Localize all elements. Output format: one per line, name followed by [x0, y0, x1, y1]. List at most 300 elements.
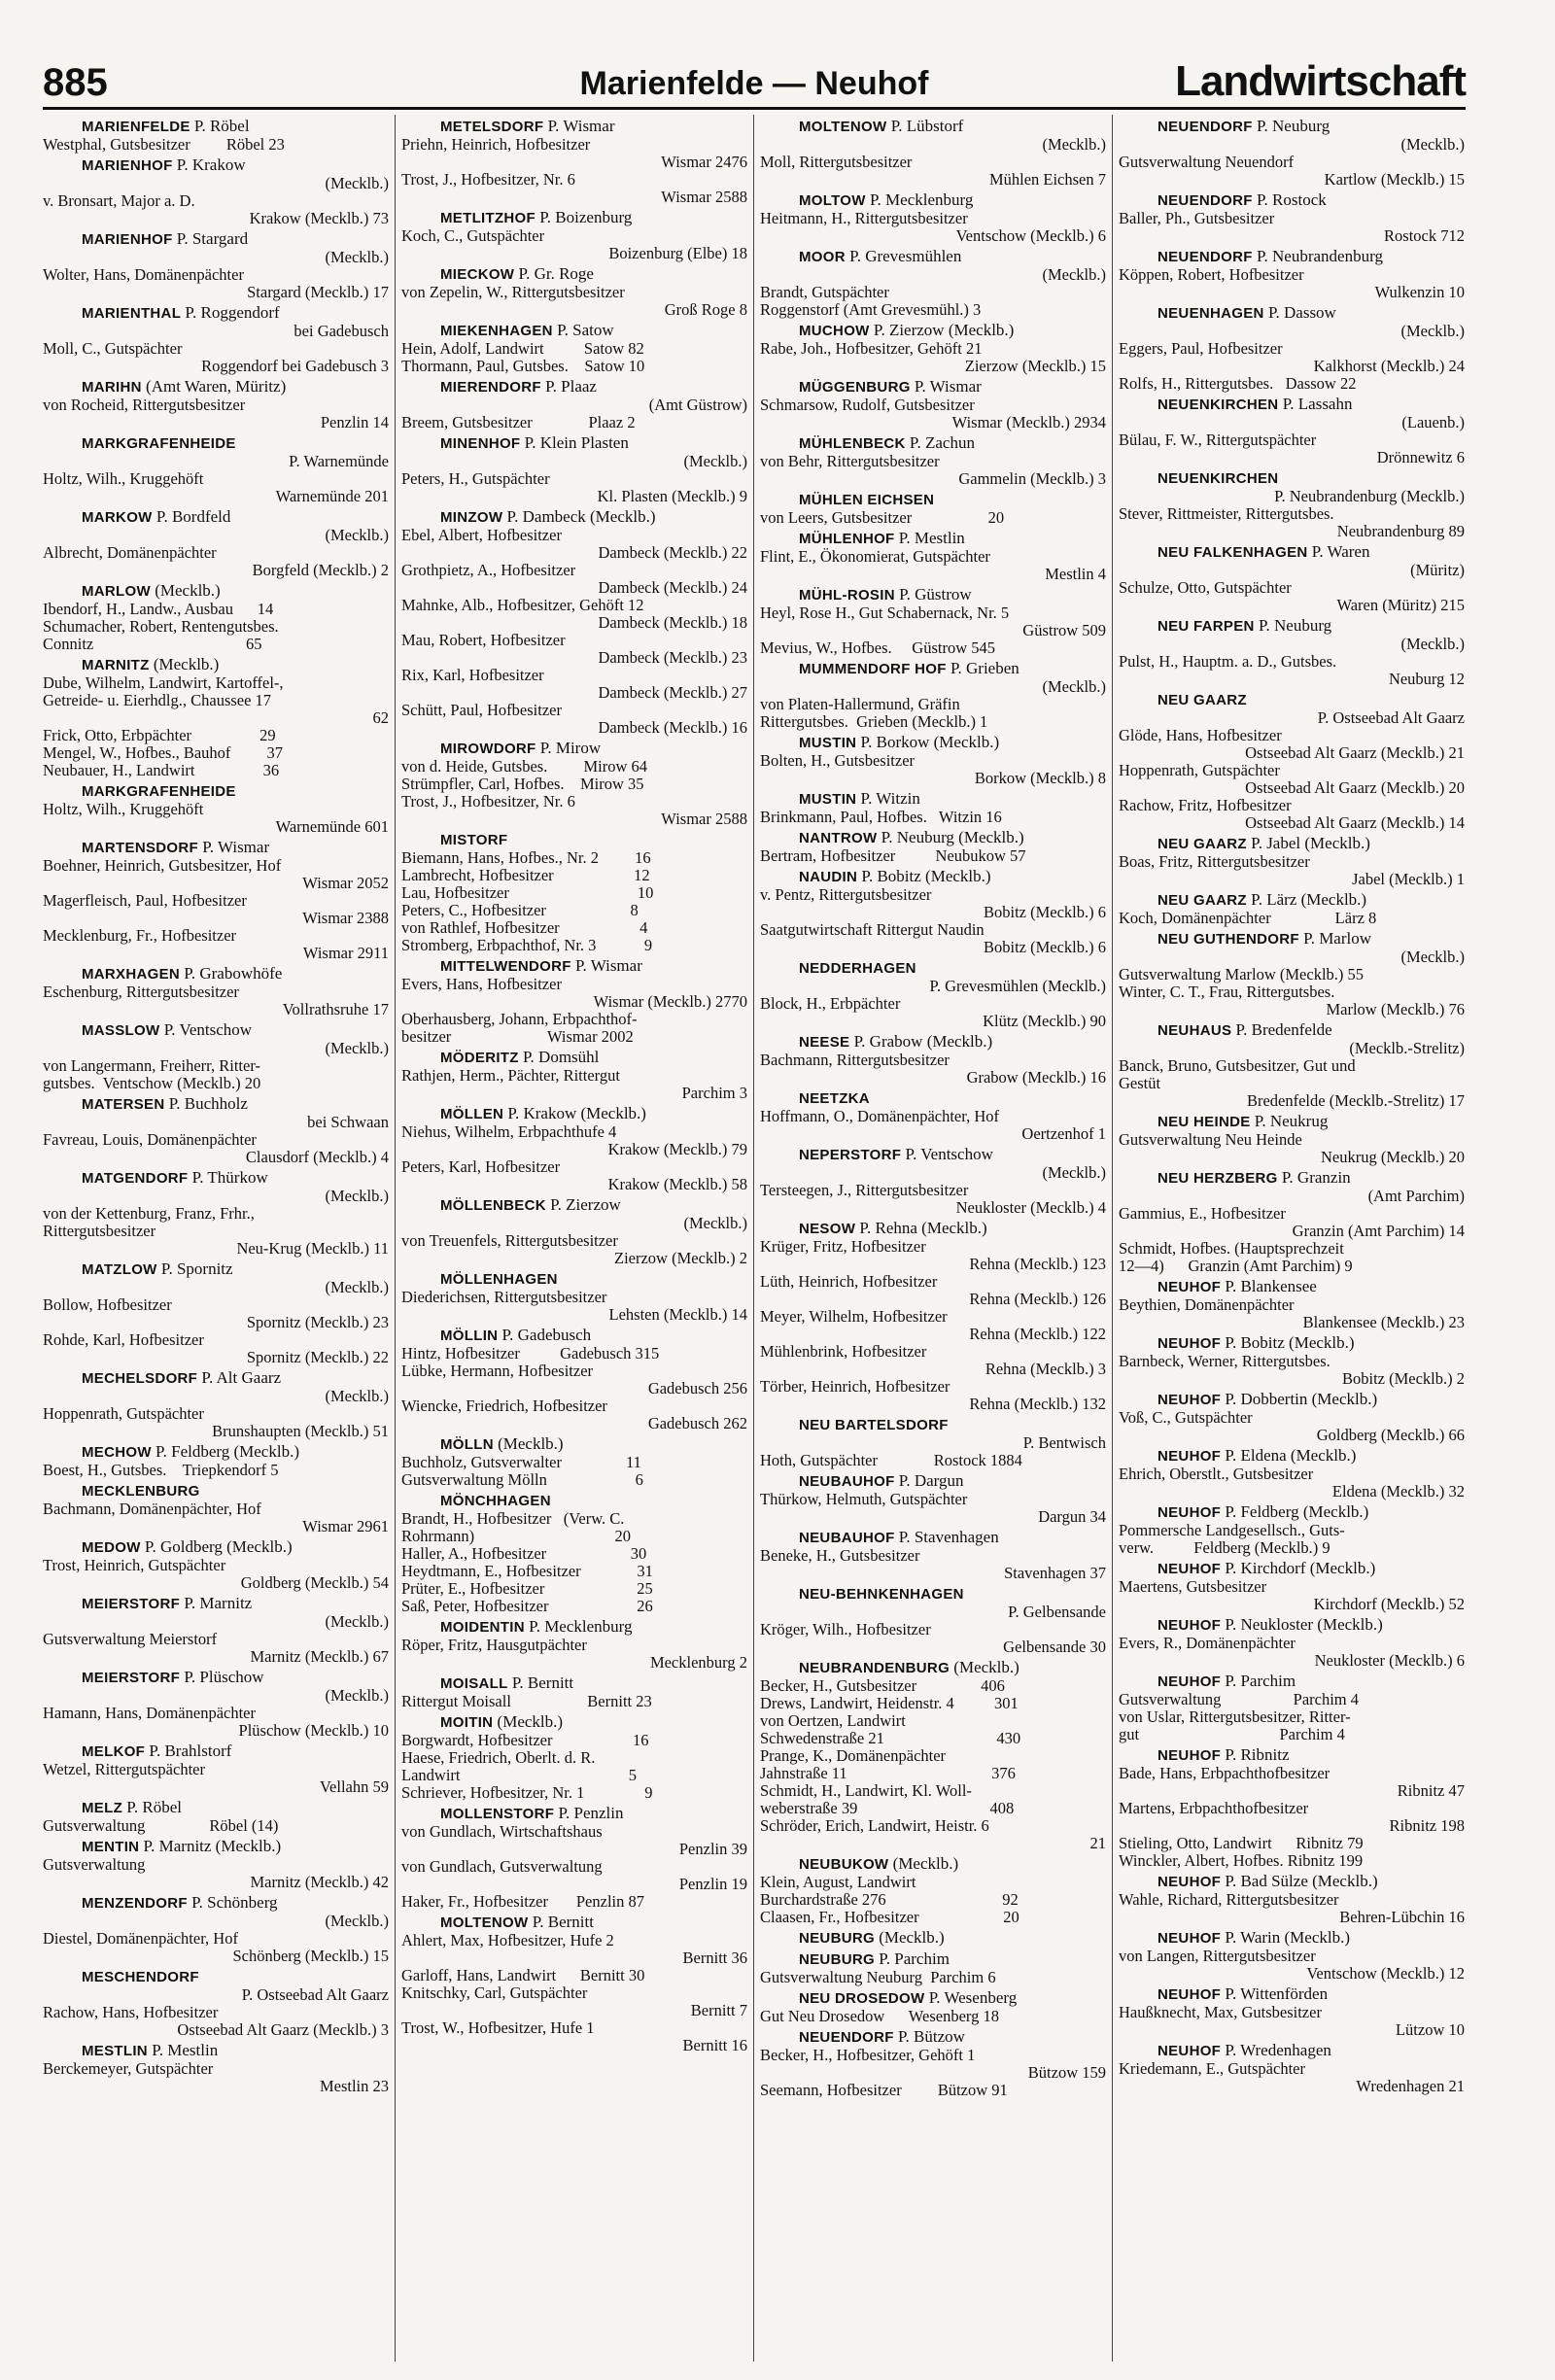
directory-entry	[1119, 304, 1465, 393]
entry-line: Gammelin (Mecklb.) 3	[958, 469, 1106, 488]
place-name: MASSLOW	[82, 1022, 160, 1039]
directory-entry	[401, 265, 747, 319]
entry-line: Krakow (Mecklb.) 79	[607, 1140, 747, 1158]
entry-line: Holtz, Wilh., Kruggehöft	[43, 800, 204, 818]
directory-entry	[1119, 469, 1465, 540]
place-name: MENZENDORF	[82, 1895, 188, 1912]
place-name: METELSDORF	[440, 119, 544, 135]
entry-line: Boas, Fritz, Rittergutsbesitzer	[1119, 852, 1310, 871]
entry-line: Hein, Adolf, Landwirt Satow 82	[401, 339, 644, 358]
place-heading	[760, 586, 1106, 604]
place-heading	[1119, 1985, 1465, 2004]
place-postal: P. Lärz (Mecklb.)	[1246, 891, 1367, 909]
entry-line: (Amt Güstrow)	[648, 396, 747, 414]
entry-line: Evers, R., Domänenpächter	[1119, 1634, 1296, 1652]
place-heading	[401, 1805, 747, 1823]
place-heading	[43, 1669, 389, 1687]
entry-line: Köppen, Robert, Hofbesitzer	[1119, 265, 1304, 284]
entry-line: Mevius, W., Hofbes. Güstrow 545	[760, 638, 995, 657]
columns	[43, 115, 1466, 2362]
directory-entry	[1119, 248, 1465, 301]
directory-entry	[43, 1169, 389, 1258]
directory-entry	[1119, 835, 1465, 888]
place-heading	[760, 1989, 1106, 2008]
entry-line: Neukloster (Mecklb.) 6	[1314, 1651, 1465, 1670]
entry-line: Bülau, F. W., Rittergutspächter	[1119, 431, 1317, 449]
place-heading	[43, 304, 389, 323]
directory-entry	[760, 586, 1106, 657]
entry-line: Boizenburg (Elbe) 18	[608, 244, 747, 262]
entry-line: Dambeck (Mecklb.) 23	[598, 648, 747, 667]
directory-entry	[401, 1049, 747, 1102]
directory-entry	[1119, 1673, 1465, 1743]
place-name: NEUHOF	[1158, 1504, 1222, 1521]
place-name: MOLTOW	[799, 192, 866, 209]
directory-entry	[401, 118, 747, 206]
entry-line: Lützow 10	[1395, 2020, 1465, 2039]
place-postal: P. Jabel (Mecklb.)	[1246, 835, 1370, 852]
place-heading	[401, 265, 747, 284]
directory-entry	[760, 1585, 1106, 1656]
place-heading	[1119, 1169, 1465, 1188]
column-rule	[753, 115, 754, 2362]
place-postal: P. Neubrandenburg	[1252, 248, 1383, 265]
entry-line: Stever, Rittmeister, Rittergutsbes.	[1119, 504, 1334, 523]
column-4	[1119, 115, 1465, 2362]
entry-line: Schütt, Paul, Hofbesitzer	[401, 701, 562, 719]
place-name: MÜHLENHOF	[799, 531, 895, 547]
place-name: MOLTENOW	[440, 1914, 529, 1931]
entry-line: Dube, Wilhelm, Landwirt, Kartoffel-,	[43, 673, 284, 692]
entry-line: von Rathlef, Hofbesitzer 4	[401, 918, 648, 937]
place-heading	[760, 1855, 1106, 1874]
column-3	[760, 115, 1106, 2362]
place-postal: P. Penzlin	[554, 1805, 624, 1822]
place-postal: P. Zierzow	[545, 1196, 621, 1214]
place-heading	[401, 1049, 747, 1067]
place-heading	[760, 1529, 1106, 1547]
place-postal: (Mecklb.)	[950, 1659, 1019, 1676]
directory-entry	[760, 1416, 1106, 1469]
entry-line: Ahlert, Max, Hofbesitzer, Hufe 2	[401, 1931, 614, 1949]
place-name: MÖLLEN	[440, 1106, 504, 1122]
place-heading	[43, 1443, 389, 1462]
entry-line: P. Gelbensande	[1008, 1603, 1106, 1621]
place-postal: P. Marnitz (Mecklb.)	[139, 1838, 282, 1855]
place-heading	[1119, 248, 1465, 266]
entry-line: Heydtmann, E., Hofbesitzer 31	[401, 1562, 653, 1580]
directory-entry	[43, 118, 389, 154]
place-name: NEU-BEHNKENHAGEN	[799, 1586, 964, 1603]
place-name: MÜHLENBECK	[799, 435, 906, 452]
entry-line: P. Neubrandenburg (Mecklb.)	[1274, 487, 1465, 505]
entry-line: P. Warnemünde	[289, 452, 389, 470]
place-name: MUMMENDORF HOF	[799, 661, 947, 677]
entry-line: Mestlin 23	[319, 2077, 389, 2095]
place-heading	[43, 1595, 389, 1613]
entry-line: Gadebusch 256	[647, 1379, 747, 1397]
directory-entry	[1119, 1447, 1465, 1500]
entry-line: Wismar 2911	[302, 944, 389, 962]
place-name: MINZOW	[440, 509, 503, 526]
place-heading	[760, 959, 1106, 978]
place-name: NEUHOF	[1158, 1673, 1222, 1690]
directory-entry	[43, 230, 389, 301]
directory-entry	[401, 1196, 747, 1267]
entry-line: Parchim 3	[681, 1084, 747, 1102]
place-name: MOLLENSTORF	[440, 1806, 555, 1822]
entry-line: Wahle, Richard, Rittergutsbesitzer	[1119, 1890, 1339, 1909]
entry-line: 62	[372, 708, 389, 727]
place-name: NEUBAUHOF	[799, 1530, 895, 1546]
entry-line: Winckler, Albert, Hofbes. Ribnitz 199	[1119, 1851, 1364, 1870]
place-name: MARKGRAFENHEIDE	[82, 783, 236, 800]
entry-line: Prange, K., Domänenpächter	[760, 1746, 947, 1765]
directory-entry	[760, 1033, 1106, 1087]
place-heading	[43, 1838, 389, 1856]
entry-line: Eschenburg, Rittergutsbesitzer	[43, 983, 239, 1001]
place-name: NEUHOF	[1158, 1930, 1222, 1947]
place-name: MATERSEN	[82, 1096, 165, 1113]
entry-line: Rachow, Hans, Hofbesitzer	[43, 2003, 219, 2021]
entry-line: Grabow (Mecklb.) 16	[966, 1068, 1106, 1087]
entry-line: Saatgutwirtschaft Rittergut Naudin	[760, 920, 985, 939]
entry-line: (Mecklb.)	[325, 248, 389, 266]
place-name: MOIDENTIN	[440, 1619, 525, 1636]
directory-entry	[43, 1021, 389, 1092]
entry-line: Burchardstraße 276 92	[760, 1890, 1019, 1909]
place-heading	[760, 1146, 1106, 1164]
directory-entry	[43, 656, 389, 779]
place-postal: P. Dobbertin (Mecklb.)	[1221, 1391, 1378, 1408]
place-name: NEUHOF	[1158, 1874, 1222, 1890]
entry-line: von Gundlach, Gutsverwaltung	[401, 1857, 603, 1876]
place-heading	[43, 230, 389, 249]
entry-line: Gelbensande 30	[1003, 1638, 1106, 1656]
entry-line: Bernitt 36	[682, 1949, 747, 1967]
place-postal: P. Bredenfelde	[1231, 1021, 1332, 1039]
entry-line: Törber, Heinrich, Hofbesitzer	[760, 1377, 950, 1396]
place-heading	[43, 378, 389, 397]
entry-line: Rix, Karl, Hofbesitzer	[401, 666, 544, 684]
entry-line: Grothpietz, A., Hofbesitzer	[401, 561, 576, 579]
directory-entry	[1119, 543, 1465, 614]
place-name: NEETZKA	[799, 1090, 870, 1107]
entry-line: Pulst, H., Hauptm. a. D., Gutsbes.	[1119, 652, 1337, 671]
entry-line: Neu-Krug (Mecklb.) 11	[236, 1239, 389, 1258]
directory-entry	[43, 156, 389, 227]
place-heading	[43, 582, 389, 601]
place-name: MENTIN	[82, 1839, 140, 1855]
place-postal: P. Röbel	[122, 1799, 182, 1816]
entry-line: Behren-Lübchin 16	[1339, 1908, 1465, 1926]
place-postal: P. Mirow	[536, 740, 602, 757]
entry-line: Kartlow (Mecklb.) 15	[1324, 170, 1465, 189]
place-postal: P. Bernitt	[528, 1914, 594, 1931]
entry-line: Gut Neu Drosedow Wesenberg 18	[760, 2007, 999, 2025]
entry-line: Rohde, Karl, Hofbesitzer	[43, 1330, 204, 1349]
place-heading	[760, 1585, 1106, 1604]
place-heading	[43, 508, 389, 527]
place-name: MELKOF	[82, 1743, 146, 1760]
directory-entry	[760, 1220, 1106, 1413]
entry-line: Hamann, Hans, Domänenpächter	[43, 1704, 257, 1722]
entry-line: Diestel, Domänenpächter, Hof	[43, 1929, 238, 1948]
place-postal: P. Boizenburg	[535, 209, 633, 226]
place-heading	[760, 734, 1106, 752]
entry-line: Dambeck (Mecklb.) 27	[598, 683, 747, 702]
entry-line: von Uslar, Rittergutsbesitzer, Ritter-	[1119, 1707, 1351, 1726]
directory-entry	[401, 434, 747, 505]
place-postal: P. Neuburg	[1254, 617, 1332, 635]
directory-entry	[760, 1855, 1106, 1926]
directory-entry	[1119, 1616, 1465, 1670]
place-name: MESTLIN	[82, 2043, 148, 2059]
entry-line: Gadebusch 262	[647, 1414, 747, 1432]
page-number: 885	[43, 61, 108, 104]
place-heading	[1119, 891, 1465, 910]
entry-line: (Mecklb.-Strelitz)	[1349, 1039, 1465, 1057]
place-postal: P. Alt Gaarz	[197, 1369, 282, 1387]
place-name: MATZLOW	[82, 1261, 157, 1278]
entry-line: (Mecklb.)	[325, 1686, 389, 1705]
entry-line: Connitz 65	[43, 635, 262, 653]
directory-entry	[1119, 1169, 1465, 1275]
place-name: MEIERSTORF	[82, 1670, 181, 1686]
entry-line: Güstrow 509	[1022, 621, 1106, 639]
directory-entry	[401, 1805, 747, 1911]
entry-line: Bernitt 7	[690, 2001, 747, 2019]
entry-line: Favreau, Louis, Domänenpächter	[43, 1130, 257, 1149]
place-postal: P. Feldberg (Mecklb.)	[151, 1443, 299, 1461]
entry-line: Mahnke, Alb., Hofbesitzer, Gehöft 12	[401, 596, 644, 614]
place-postal: P. Bobitz (Mecklb.)	[857, 868, 991, 885]
place-name: NEUBURG	[799, 1930, 875, 1947]
directory-entry	[401, 1327, 747, 1432]
entry-line: Drews, Landwirt, Heidenstr. 4 301	[760, 1694, 1019, 1712]
entry-line: Berckemeyer, Gutspächter	[43, 2059, 214, 2078]
entry-line: Zierzow (Mecklb.) 15	[964, 357, 1106, 375]
place-postal: P. Mecklenburg	[865, 191, 974, 209]
place-name: NEUENDORF	[1158, 192, 1253, 209]
entry-line: Roggendorf bei Gadebusch 3	[201, 357, 389, 375]
entry-line: gut Parchim 4	[1119, 1725, 1345, 1743]
place-heading	[1119, 1873, 1465, 1891]
entry-line: Trost, J., Hofbesitzer, Nr. 6	[401, 792, 575, 811]
directory-entry	[43, 1260, 389, 1366]
entry-line: (Lauenb.)	[1401, 413, 1465, 431]
entry-line: Koch, Domänenpächter Lärz 8	[1119, 909, 1377, 927]
entry-line: Holtz, Wilh., Kruggehöft	[43, 469, 204, 488]
entry-line: Strümpfler, Carl, Hofbes. Mirow 35	[401, 775, 644, 793]
place-postal: P. Bützow	[893, 2028, 965, 2046]
entry-line: Brinkmann, Paul, Hofbes. Witzin 16	[760, 808, 1002, 826]
entry-line: Granzin (Amt Parchim) 14	[1292, 1222, 1465, 1240]
directory-entry	[401, 1618, 747, 1672]
place-postal: P. Wesenberg	[924, 1989, 1018, 2007]
entry-line: Rehna (Mecklb.) 122	[969, 1325, 1106, 1343]
entry-line: Gutsverwaltung Marlow (Mecklb.) 55	[1119, 965, 1365, 983]
entry-line: Glöde, Hans, Hofbesitzer	[1119, 726, 1282, 744]
place-postal: P. Zierzow (Mecklb.)	[869, 322, 1015, 339]
place-name: NEU GAARZ	[1158, 836, 1247, 852]
entry-line: Wismar 2476	[661, 153, 747, 171]
entry-line: Neubrandenburg 89	[1336, 522, 1465, 540]
entry-line: Lübke, Hermann, Hofbesitzer	[401, 1362, 594, 1380]
place-name: MARNITZ	[82, 657, 150, 673]
entry-line: Warnemünde 201	[275, 487, 389, 505]
place-heading	[760, 1950, 1106, 1969]
place-postal: (Mecklb.)	[888, 1855, 959, 1873]
entry-line: Dargun 34	[1038, 1507, 1106, 1526]
entry-line: Biemann, Hans, Hofbes., Nr. 2 16	[401, 848, 651, 867]
place-postal: P. Ribnitz	[1221, 1746, 1290, 1764]
place-name: MÜHLEN EICHSEN	[799, 492, 935, 508]
directory-entry	[43, 1894, 389, 1965]
entry-line: Marlow (Mecklb.) 76	[1326, 1000, 1465, 1018]
directory-entry	[760, 118, 1106, 189]
entry-line: von Gundlach, Wirtschaftshaus	[401, 1822, 603, 1841]
entry-line: Haese, Friedrich, Oberlt. d. R.	[401, 1748, 596, 1767]
place-name: NAUDIN	[799, 869, 858, 885]
place-postal: P. Wittenförden	[1221, 1985, 1329, 2003]
entry-line: v. Pentz, Rittergutsbesitzer	[760, 885, 932, 904]
entry-line: Wiencke, Friedrich, Hofbesitzer	[401, 1397, 607, 1415]
entry-line: Hintz, Hofbesitzer Gadebusch 315	[401, 1344, 660, 1362]
directory-entry	[43, 1095, 389, 1166]
entry-line: verw. Feldberg (Mecklb.) 9	[1119, 1538, 1330, 1557]
entry-line: Wismar (Mecklb.) 2934	[951, 413, 1106, 431]
entry-line: Meyer, Wilhelm, Hofbesitzer	[760, 1307, 948, 1326]
entry-line: Bolten, H., Gutsbesitzer	[760, 751, 916, 770]
entry-line: Goldberg (Mecklb.) 66	[1316, 1426, 1465, 1444]
place-name: NEUBRANDENBURG	[799, 1660, 950, 1676]
entry-line: Moll, Rittergutsbesitzer	[760, 153, 913, 171]
directory-entry	[760, 322, 1106, 375]
directory-entry	[43, 582, 389, 653]
place-postal: P. Brahlstorf	[145, 1742, 232, 1760]
place-postal: P. Feldberg (Mecklb.)	[1221, 1503, 1369, 1521]
place-heading	[1119, 191, 1465, 210]
place-heading	[1119, 1616, 1465, 1635]
entry-line: Gutsverwaltung	[43, 1855, 146, 1874]
entry-line: 21	[1089, 1834, 1106, 1852]
directory-entry	[760, 530, 1106, 583]
directory-entry	[401, 1914, 747, 2054]
place-heading	[760, 491, 1106, 509]
place-name: NEUENDORF	[1158, 249, 1253, 265]
directory-entry	[760, 434, 1106, 488]
directory-entry	[760, 248, 1106, 319]
entry-line: Gutsverwaltung Meierstorf	[43, 1630, 218, 1648]
place-postal: P. Wismar	[570, 957, 642, 975]
entry-line: Priehn, Heinrich, Hofbesitzer	[401, 135, 591, 154]
entry-line: Boehner, Heinrich, Gutsbesitzer, Hof	[43, 856, 282, 875]
directory-entry	[760, 959, 1106, 1030]
place-postal: P. Lassahn	[1278, 396, 1353, 413]
entry-line: (Mecklb.)	[325, 1039, 389, 1057]
entry-line: weberstraße 39 408	[760, 1799, 1015, 1817]
entry-line: Wismar 2588	[661, 810, 747, 828]
entry-line: (Mecklb.)	[1400, 322, 1465, 340]
place-name: MARIENHOF	[82, 231, 173, 248]
place-name: NEU GAARZ	[1158, 892, 1247, 909]
place-name: MISTORF	[440, 832, 508, 848]
entry-line: bei Gadebusch	[294, 322, 389, 340]
directory-entry	[760, 1929, 1106, 1948]
directory-entry	[43, 965, 389, 1018]
entry-line: Evers, Hans, Hofbesitzer	[401, 975, 562, 993]
place-heading	[401, 508, 747, 527]
entry-line: Brunshaupten (Mecklb.) 51	[212, 1422, 389, 1440]
directory-entry	[760, 734, 1106, 787]
place-name: NEUHOF	[1158, 1617, 1222, 1634]
entry-line: Eldena (Mecklb.) 32	[1331, 1482, 1465, 1500]
entry-line: Bade, Hans, Erbpachthofbesitzer	[1119, 1764, 1330, 1782]
place-heading	[43, 1742, 389, 1761]
directory-entry	[760, 2028, 1106, 2099]
entry-line: Kriedemann, E., Gutspächter	[1119, 2059, 1305, 2078]
entry-line: Wismar 2388	[302, 909, 389, 927]
place-postal: P. Krakow (Mecklb.)	[503, 1105, 646, 1122]
entry-line: Krakow (Mecklb.) 58	[607, 1175, 747, 1193]
place-heading	[43, 1482, 389, 1500]
place-name: MUCHOW	[799, 323, 870, 339]
place-heading	[760, 1220, 1106, 1238]
place-name: MINENHOF	[440, 435, 521, 452]
directory-entry	[401, 740, 747, 828]
entry-line: Schriever, Hofbesitzer, Nr. 1 9	[401, 1783, 653, 1802]
place-heading	[401, 1492, 747, 1510]
place-heading	[401, 322, 747, 340]
entry-line: Brandt, H., Hofbesitzer (Verw. C.	[401, 1509, 625, 1528]
entry-line: Mecklenburg 2	[649, 1653, 747, 1672]
place-heading	[401, 1196, 747, 1215]
entry-line: Klütz (Mecklb.) 90	[983, 1012, 1106, 1030]
place-heading	[401, 209, 747, 227]
entry-line: Haußknecht, Max, Gutsbesitzer	[1119, 2003, 1322, 2021]
place-name: MÖNCHHAGEN	[440, 1493, 551, 1509]
entry-line: von Langen, Rittergutsbesitzer	[1119, 1947, 1316, 1965]
entry-line: Penzlin 39	[678, 1840, 747, 1858]
entry-line: (Mecklb.)	[325, 174, 389, 192]
place-heading	[1119, 1278, 1465, 1296]
place-name: MOITIN	[440, 1714, 494, 1731]
place-heading	[401, 1327, 747, 1345]
place-postal: P. Domsühl	[518, 1049, 600, 1066]
place-name: NEUBURG	[799, 1951, 875, 1968]
entry-line: Hoffmann, O., Domänenpächter, Hof	[760, 1107, 1000, 1125]
entry-line: Kalkhorst (Mecklb.) 24	[1313, 357, 1465, 375]
directory-entry	[43, 1968, 389, 2039]
entry-line: Dambeck (Mecklb.) 18	[598, 613, 747, 632]
directory-entry	[760, 1472, 1106, 1526]
directory-entry	[43, 1482, 389, 1535]
place-name: MECHELSDORF	[82, 1370, 198, 1387]
entry-line: von Oertzen, Landwirt	[760, 1711, 906, 1730]
entry-line: Frick, Otto, Erbpächter 29	[43, 726, 276, 744]
directory-entry	[1119, 1334, 1465, 1388]
place-postal: P. Eldena (Mecklb.)	[1221, 1447, 1357, 1465]
entry-line: von Behr, Rittergutsbesitzer	[760, 452, 940, 470]
place-name: MÖLLIN	[440, 1328, 499, 1344]
entry-line: Marnitz (Mecklb.) 67	[250, 1647, 389, 1666]
entry-line: Rittergutsbes. Grieben (Mecklb.) 1	[760, 712, 988, 731]
place-postal: P. Wismar	[910, 378, 982, 396]
entry-line: Vollrathsruhe 17	[282, 1000, 389, 1018]
entry-line: Dambeck (Mecklb.) 22	[598, 543, 747, 562]
directory-entry	[760, 491, 1106, 527]
